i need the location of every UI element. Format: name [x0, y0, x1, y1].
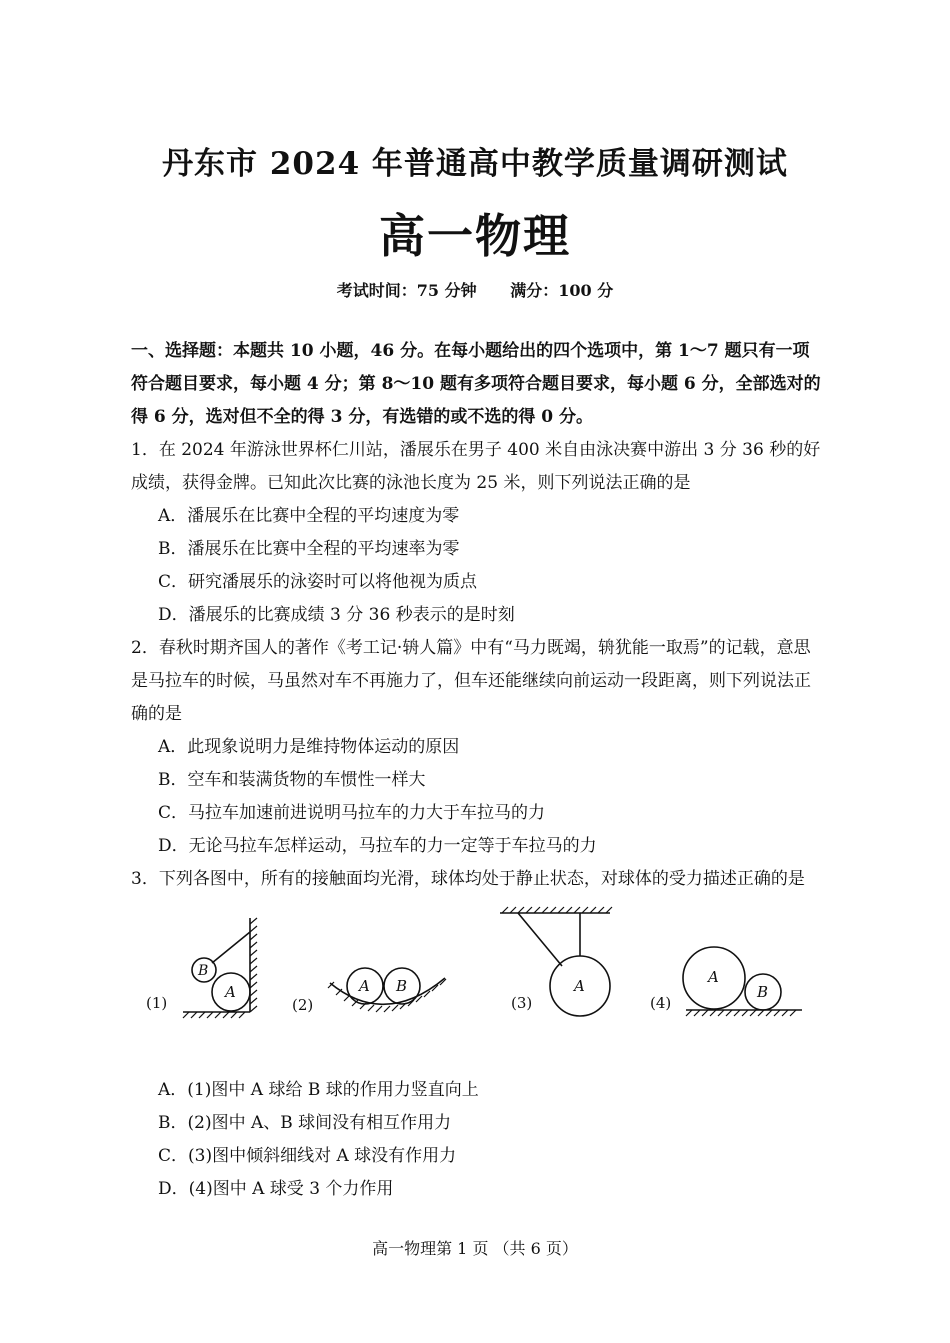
- exam-content: [131, 335, 826, 1206]
- exam-time: 考试时间：75 分钟: [336, 281, 477, 300]
- ball-b-label: B: [396, 977, 408, 995]
- force-diagrams: [131, 898, 826, 1070]
- figure-1: [146, 918, 257, 1018]
- question-stem: 1．在 2024 年游泳世界杯仁川站，潘展乐在男子 400 米自由泳决赛中游出 3 分 36 秒的好成绩，获得金牌。已知此次比赛的泳池长度为 25 米，则下列说法正确的是: [131, 440, 821, 493]
- option-d: D．无论马拉车怎样运动，马拉车的力一定等于车拉马的力: [158, 836, 597, 856]
- diagram-svg: [0, 898, 950, 1070]
- option-a: A．此现象说明力是维持物体运动的原因: [158, 737, 460, 757]
- section-instructions: 一、选择题：本题共 10 小题，46 分。在每小题给出的四个选项中，第 1～7 题只有一项符合题目要求，每小题 4 分；第 8～10 题有多项符合题目要求，每小题 6 分，全部选对的得 6 分，选对但不全的得 3 分，有选错的或不选的得 0 分。: [131, 341, 821, 427]
- exam-title: 丹东市 2024 年普通高中教学质量调研测试: [162, 146, 788, 182]
- ball-a-label: A: [359, 977, 370, 995]
- subject-title: 高一物理: [379, 209, 571, 263]
- ball-a-label: A: [574, 977, 585, 995]
- figure-4: [650, 947, 802, 1016]
- ball-a-label: A: [225, 983, 236, 1001]
- figure-2: [292, 968, 446, 1014]
- string-line: [212, 932, 250, 963]
- option-c: C．马拉车加速前进说明马拉车的力大于车拉马的力: [158, 803, 546, 823]
- option-b: B．空车和装满货物的车惯性一样大: [158, 770, 426, 790]
- option-b: B．潘展乐在比赛中全程的平均速率为零: [158, 539, 460, 559]
- question-3: [131, 863, 826, 1206]
- ball-a-label: A: [708, 968, 719, 986]
- exam-info: [0, 278, 950, 301]
- question-2: [131, 632, 826, 863]
- ball-b-label: B: [757, 983, 769, 1001]
- option-d: D．(4)图中 A 球受 3 个力作用: [158, 1179, 394, 1199]
- figure-2-label: (2): [292, 996, 314, 1014]
- figure-4-label: (4): [650, 994, 672, 1012]
- figure-3-label: (3): [511, 994, 533, 1012]
- option-a: A．(1)图中 A 球给 B 球的作用力竖直向上: [158, 1080, 479, 1100]
- inclined-string: [518, 913, 562, 966]
- question-stem: 2．春秋时期齐国人的著作《考工记·辀人篇》中有“马力既竭，辀犹能一取焉”的记载，意思是马拉车的时候，马虽然对车不再施力了，但车还能继续向前运动一段距离，则下列说法正确的是: [131, 638, 811, 724]
- option-c: C．(3)图中倾斜细线对 A 球没有作用力: [158, 1146, 457, 1166]
- option-d: D．潘展乐的比赛成绩 3 分 36 秒表示的是时刻: [158, 605, 515, 625]
- page-footer: 高一物理第 1 页 （共 6 页）: [372, 1239, 578, 1258]
- option-a: A．潘展乐在比赛中全程的平均速度为零: [158, 506, 460, 526]
- option-c: C．研究潘展乐的泳姿时可以将他视为质点: [158, 572, 478, 592]
- option-b: B．(2)图中 A、B 球间没有相互作用力: [158, 1113, 452, 1133]
- exam-score: 满分：100 分: [510, 281, 614, 300]
- question-1: [131, 434, 826, 632]
- ball-b-label: B: [198, 963, 209, 979]
- question-stem: 3．下列各图中，所有的接触面均光滑，球体均处于静止状态，对球体的受力描述正确的是: [131, 869, 805, 889]
- figure-1-label: (1): [146, 994, 168, 1012]
- figure-3: [500, 907, 612, 1016]
